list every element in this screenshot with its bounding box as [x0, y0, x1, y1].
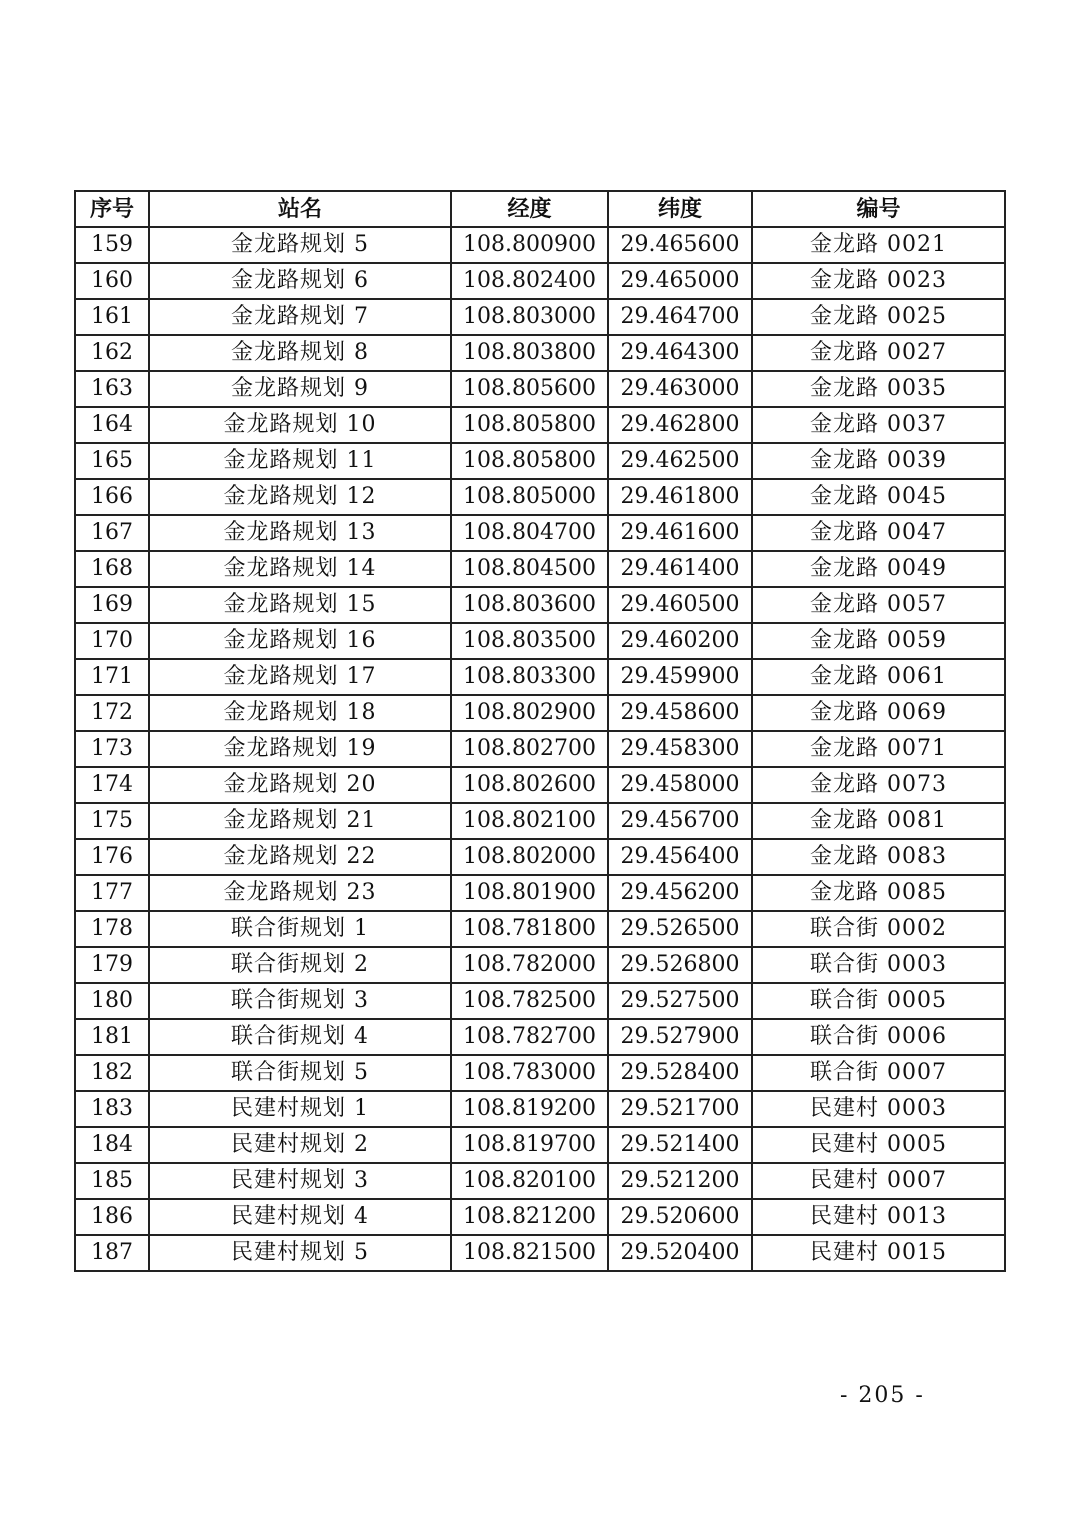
latitude-cell: 29.528400	[608, 1055, 752, 1091]
code-cell: 民建村 0013	[752, 1199, 1005, 1235]
longitude-cell: 108.802100	[451, 803, 608, 839]
table-row	[75, 1055, 1005, 1091]
latitude-cell: 29.458000	[608, 767, 752, 803]
longitude-cell: 108.805600	[451, 371, 608, 407]
latitude-cell: 29.460500	[608, 587, 752, 623]
header-row	[75, 191, 1005, 227]
station-name-cell: 联合街规划 2	[149, 947, 451, 983]
longitude-cell: 108.802600	[451, 767, 608, 803]
seq-cell: 186	[75, 1199, 149, 1235]
station-name-cell: 联合街规划 1	[149, 911, 451, 947]
table-row	[75, 875, 1005, 911]
latitude-cell: 29.526800	[608, 947, 752, 983]
table-row	[75, 983, 1005, 1019]
station-name-cell: 金龙路规划 22	[149, 839, 451, 875]
code-cell: 金龙路 0069	[752, 695, 1005, 731]
seq-cell: 183	[75, 1091, 149, 1127]
seq-cell: 173	[75, 731, 149, 767]
code-cell: 金龙路 0047	[752, 515, 1005, 551]
longitude-cell: 108.803800	[451, 335, 608, 371]
header-latitude: 纬度	[608, 191, 752, 227]
latitude-cell: 29.527500	[608, 983, 752, 1019]
station-name-cell: 金龙路规划 12	[149, 479, 451, 515]
station-name-cell: 金龙路规划 8	[149, 335, 451, 371]
code-cell: 联合街 0006	[752, 1019, 1005, 1055]
station-name-cell: 金龙路规划 21	[149, 803, 451, 839]
longitude-cell: 108.820100	[451, 1163, 608, 1199]
code-cell: 金龙路 0035	[752, 371, 1005, 407]
seq-cell: 171	[75, 659, 149, 695]
table-row	[75, 227, 1005, 263]
latitude-cell: 29.456700	[608, 803, 752, 839]
station-name-cell: 金龙路规划 17	[149, 659, 451, 695]
latitude-cell: 29.521200	[608, 1163, 752, 1199]
seq-cell: 176	[75, 839, 149, 875]
latitude-cell: 29.464300	[608, 335, 752, 371]
code-cell: 金龙路 0085	[752, 875, 1005, 911]
code-cell: 金龙路 0061	[752, 659, 1005, 695]
code-cell: 金龙路 0027	[752, 335, 1005, 371]
longitude-cell: 108.803300	[451, 659, 608, 695]
latitude-cell: 29.458300	[608, 731, 752, 767]
station-name-cell: 联合街规划 3	[149, 983, 451, 1019]
latitude-cell: 29.458600	[608, 695, 752, 731]
table-row	[75, 839, 1005, 875]
table-row	[75, 479, 1005, 515]
longitude-cell: 108.802400	[451, 263, 608, 299]
longitude-cell: 108.783000	[451, 1055, 608, 1091]
code-cell: 民建村 0015	[752, 1235, 1005, 1271]
code-cell: 金龙路 0037	[752, 407, 1005, 443]
table-row	[75, 515, 1005, 551]
latitude-cell: 29.461600	[608, 515, 752, 551]
longitude-cell: 108.803000	[451, 299, 608, 335]
longitude-cell: 108.782000	[451, 947, 608, 983]
code-cell: 联合街 0002	[752, 911, 1005, 947]
seq-cell: 160	[75, 263, 149, 299]
code-cell: 金龙路 0025	[752, 299, 1005, 335]
code-cell: 民建村 0003	[752, 1091, 1005, 1127]
longitude-cell: 108.805800	[451, 443, 608, 479]
table-row	[75, 623, 1005, 659]
latitude-cell: 29.456200	[608, 875, 752, 911]
table-row	[75, 659, 1005, 695]
longitude-cell: 108.805800	[451, 407, 608, 443]
latitude-cell: 29.520600	[608, 1199, 752, 1235]
latitude-cell: 29.526500	[608, 911, 752, 947]
seq-cell: 181	[75, 1019, 149, 1055]
code-cell: 金龙路 0057	[752, 587, 1005, 623]
station-name-cell: 金龙路规划 13	[149, 515, 451, 551]
longitude-cell: 108.803600	[451, 587, 608, 623]
longitude-cell: 108.804700	[451, 515, 608, 551]
table-row	[75, 335, 1005, 371]
station-name-cell: 民建村规划 5	[149, 1235, 451, 1271]
table-row	[75, 1235, 1005, 1271]
header-station-name: 站名	[149, 191, 451, 227]
code-cell: 联合街 0007	[752, 1055, 1005, 1091]
table-row	[75, 1163, 1005, 1199]
station-name-cell: 金龙路规划 6	[149, 263, 451, 299]
table-row	[75, 695, 1005, 731]
seq-cell: 177	[75, 875, 149, 911]
seq-cell: 187	[75, 1235, 149, 1271]
table-header	[75, 191, 1005, 227]
table-row	[75, 263, 1005, 299]
longitude-cell: 108.819200	[451, 1091, 608, 1127]
table-row	[75, 587, 1005, 623]
code-cell: 金龙路 0045	[752, 479, 1005, 515]
longitude-cell: 108.821200	[451, 1199, 608, 1235]
latitude-cell: 29.463000	[608, 371, 752, 407]
latitude-cell: 29.465600	[608, 227, 752, 263]
longitude-cell: 108.781800	[451, 911, 608, 947]
latitude-cell: 29.462800	[608, 407, 752, 443]
seq-cell: 185	[75, 1163, 149, 1199]
station-name-cell: 联合街规划 4	[149, 1019, 451, 1055]
table-row	[75, 443, 1005, 479]
seq-cell: 170	[75, 623, 149, 659]
seq-cell: 169	[75, 587, 149, 623]
table-body	[75, 227, 1005, 1271]
table-row	[75, 1019, 1005, 1055]
seq-cell: 167	[75, 515, 149, 551]
longitude-cell: 108.801900	[451, 875, 608, 911]
code-cell: 金龙路 0081	[752, 803, 1005, 839]
station-name-cell: 民建村规划 1	[149, 1091, 451, 1127]
station-name-cell: 民建村规划 2	[149, 1127, 451, 1163]
seq-cell: 180	[75, 983, 149, 1019]
latitude-cell: 29.456400	[608, 839, 752, 875]
station-name-cell: 金龙路规划 14	[149, 551, 451, 587]
longitude-cell: 108.782700	[451, 1019, 608, 1055]
seq-cell: 174	[75, 767, 149, 803]
longitude-cell: 108.782500	[451, 983, 608, 1019]
code-cell: 民建村 0005	[752, 1127, 1005, 1163]
table-row	[75, 803, 1005, 839]
station-name-cell: 民建村规划 4	[149, 1199, 451, 1235]
station-name-cell: 金龙路规划 9	[149, 371, 451, 407]
station-name-cell: 联合街规划 5	[149, 1055, 451, 1091]
latitude-cell: 29.527900	[608, 1019, 752, 1055]
station-name-cell: 金龙路规划 15	[149, 587, 451, 623]
seq-cell: 162	[75, 335, 149, 371]
longitude-cell: 108.802000	[451, 839, 608, 875]
table-row	[75, 947, 1005, 983]
latitude-cell: 29.521700	[608, 1091, 752, 1127]
seq-cell: 175	[75, 803, 149, 839]
code-cell: 金龙路 0039	[752, 443, 1005, 479]
station-name-cell: 金龙路规划 11	[149, 443, 451, 479]
table-row	[75, 731, 1005, 767]
table-row	[75, 1199, 1005, 1235]
seq-cell: 179	[75, 947, 149, 983]
seq-cell: 172	[75, 695, 149, 731]
seq-cell: 184	[75, 1127, 149, 1163]
latitude-cell: 29.461800	[608, 479, 752, 515]
table-row	[75, 911, 1005, 947]
header-longitude: 经度	[451, 191, 608, 227]
seq-cell: 182	[75, 1055, 149, 1091]
page-number: - 205 -	[840, 1383, 925, 1408]
latitude-cell: 29.521400	[608, 1127, 752, 1163]
longitude-cell: 108.805000	[451, 479, 608, 515]
longitude-cell: 108.803500	[451, 623, 608, 659]
station-name-cell: 金龙路规划 18	[149, 695, 451, 731]
latitude-cell: 29.520400	[608, 1235, 752, 1271]
seq-cell: 165	[75, 443, 149, 479]
station-name-cell: 金龙路规划 20	[149, 767, 451, 803]
station-name-cell: 金龙路规划 10	[149, 407, 451, 443]
code-cell: 联合街 0003	[752, 947, 1005, 983]
table-row	[75, 551, 1005, 587]
code-cell: 金龙路 0083	[752, 839, 1005, 875]
table-row	[75, 371, 1005, 407]
code-cell: 金龙路 0021	[752, 227, 1005, 263]
station-table	[74, 190, 1006, 1272]
latitude-cell: 29.464700	[608, 299, 752, 335]
code-cell: 金龙路 0023	[752, 263, 1005, 299]
latitude-cell: 29.460200	[608, 623, 752, 659]
station-name-cell: 民建村规划 3	[149, 1163, 451, 1199]
header-code: 编号	[752, 191, 1005, 227]
seq-cell: 178	[75, 911, 149, 947]
seq-cell: 163	[75, 371, 149, 407]
seq-cell: 161	[75, 299, 149, 335]
header-seq: 序号	[75, 191, 149, 227]
longitude-cell: 108.802900	[451, 695, 608, 731]
seq-cell: 168	[75, 551, 149, 587]
seq-cell: 164	[75, 407, 149, 443]
table-row	[75, 767, 1005, 803]
latitude-cell: 29.462500	[608, 443, 752, 479]
station-name-cell: 金龙路规划 23	[149, 875, 451, 911]
station-name-cell: 金龙路规划 16	[149, 623, 451, 659]
longitude-cell: 108.804500	[451, 551, 608, 587]
latitude-cell: 29.459900	[608, 659, 752, 695]
table-row	[75, 407, 1005, 443]
station-name-cell: 金龙路规划 7	[149, 299, 451, 335]
code-cell: 金龙路 0049	[752, 551, 1005, 587]
longitude-cell: 108.802700	[451, 731, 608, 767]
latitude-cell: 29.465000	[608, 263, 752, 299]
longitude-cell: 108.821500	[451, 1235, 608, 1271]
table-row	[75, 1127, 1005, 1163]
seq-cell: 159	[75, 227, 149, 263]
code-cell: 民建村 0007	[752, 1163, 1005, 1199]
station-name-cell: 金龙路规划 5	[149, 227, 451, 263]
code-cell: 联合街 0005	[752, 983, 1005, 1019]
station-name-cell: 金龙路规划 19	[149, 731, 451, 767]
table-row	[75, 1091, 1005, 1127]
longitude-cell: 108.800900	[451, 227, 608, 263]
seq-cell: 166	[75, 479, 149, 515]
code-cell: 金龙路 0071	[752, 731, 1005, 767]
latitude-cell: 29.461400	[608, 551, 752, 587]
code-cell: 金龙路 0059	[752, 623, 1005, 659]
longitude-cell: 108.819700	[451, 1127, 608, 1163]
code-cell: 金龙路 0073	[752, 767, 1005, 803]
table-row	[75, 299, 1005, 335]
